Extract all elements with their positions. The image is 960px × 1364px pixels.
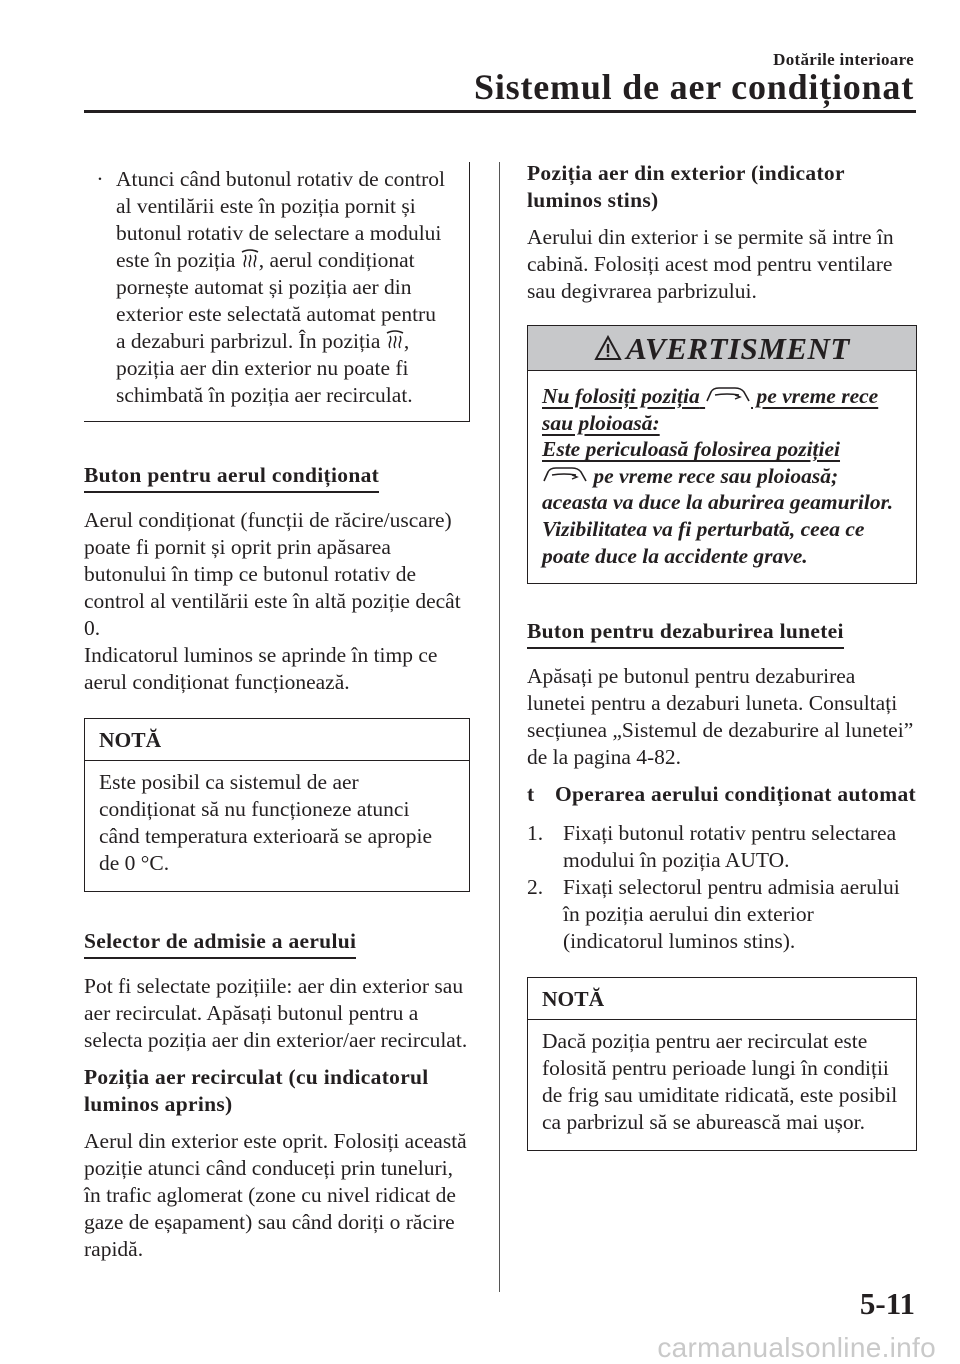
outside-air-icon [542,463,588,485]
bullet-line-text: este în poziția [116,248,236,272]
note-title: NOTĂ [85,719,469,761]
step-number: 2. [527,875,544,900]
warning-body [528,371,916,583]
warning-line [542,463,902,569]
air-intake-heading: Selector de admisie a aerului [84,928,356,959]
bullet-line: schimbată în poziția aer recirculat. [116,383,413,407]
left-column [84,160,470,1263]
step-text: Fixați selectorul pentru admisia aerului în poziția aerului din exterior (indicatorul luminos stins). [563,875,900,954]
step-text: Fixați butonul rotativ pentru selectarea modului în poziția AUTO. [563,821,897,873]
list-item [527,820,917,874]
bullet-line-text: a dezaburi parbrizul. În poziția [116,329,381,353]
section-marker: t [527,782,535,807]
recirculate-paragraph: Aerul din exterior este oprit. Folosiți această poziție atunci când conduceți prin tuneluri, în trafic aglomerat (zone cu nivel ridicat de gaze de eșapament) sau când doriți o răcire rapidă. [84,1129,467,1261]
bullet-line [116,328,455,355]
column-divider [499,162,500,1292]
warning-box [527,325,917,584]
outside-air-paragraph: Aerului din exterior i se permite să intre în cabină. Folosiți acest mod pentru ventilare sau degivrarea parbrizului. [527,225,894,303]
bullet-line: pornește automat și poziția aer din [116,275,412,299]
bullet-mark: · [96,167,104,191]
bullet-text [116,166,455,409]
warning-lead [542,383,902,436]
note-box [84,718,470,892]
bullet-line-text: , [403,329,410,353]
warning-title: AVERTISMENT [626,330,850,366]
defrost-bullet-box [84,162,470,422]
right-column [527,160,917,1151]
ac-indicator-paragraph: Indicatorul luminos se aprinde în timp ce aerul condiționat funcționează. [84,643,438,694]
warning-text: pe vreme rece sau ploioasă; aceasta va duce la aburirea geamurilor. Vizibilitatea va fi perturbată, ceea ce poate duce la accidente grave. [542,463,894,568]
bullet-line: al ventilării este în poziția pornit și [116,194,416,218]
recirculate-heading: Poziția aer recirculat (cu indicatorul luminos aprins) [84,1065,429,1116]
note-title: NOTĂ [528,978,916,1020]
note-box [527,977,917,1151]
bullet-item [84,166,455,409]
auto-ac-heading: Operarea aerului condiționat automat [555,782,916,807]
warning-text: Nu folosiți poziția [542,384,700,408]
warning-line: Este periculoasă folosirea poziției [542,437,841,462]
warning-text: pe vreme rece sau ploioasă: [542,384,879,435]
warning-header [528,326,916,371]
ac-button-paragraph: Aerul condiționat (funcții de răcire/uscare) poate fi pornit și oprit prin apăsarea butonului în timp ce butonul rotativ de control al ventilării este în altă poziție decât 0. [84,508,461,640]
note-body: Este posibil ca sistemul de aer condiționat să nu funcționeze atunci când temperatura exterioară se apropie de 0 °C. [99,770,433,875]
auto-ac-steps [527,820,917,955]
header-rule [84,110,916,113]
section-label: Dotările interioare [773,50,914,69]
watermark: carmanualsonline.info [657,1332,936,1363]
step-number: 1. [527,821,544,846]
bullet-line: butonul rotativ de selectare a modului [116,221,442,245]
list-item [527,874,917,955]
bullet-line: poziția aer din exterior nu poate fi [116,356,409,380]
page-number: 5-11 [859,1286,915,1321]
rear-defog-paragraph: Apăsați pe butonul pentru dezaburirea lunetei pentru a dezaburi luneta. Consultați secțiunea „Sistemul de dezaburire al lunetei” de la pagina 4-82. [527,664,914,770]
page-title: Sistemul de aer condiționat [474,67,914,107]
bullet-line-text: , aerul condiționat [258,248,415,272]
air-intake-paragraph: Pot fi selectate pozițiile: aer din exterior sau aer recirculat. Apăsați butonul pentru a selecta poziția aer din exterior/aer recirculat. [84,974,468,1052]
bullet-line [116,247,455,274]
warning-triangle-icon [594,335,622,361]
windshield-defroster-icon [386,330,404,350]
outside-air-icon [705,383,751,405]
windshield-defroster-icon [241,249,259,269]
bullet-line: Atunci când butonul rotativ de control [116,167,445,191]
outside-air-heading: Poziția aer din exterior (indicator luminos stins) [527,161,845,212]
note-body: Dacă poziția pentru aer recirculat este folosită pentru perioade lungi în condiții de frig sau umiditate ridicată, este posibil ca parbrizul să se aburească mai ușor. [542,1029,898,1135]
ac-button-heading: Buton pentru aerul condiționat [84,462,379,493]
bullet-line: exterior este selectată automat pentru [116,302,436,326]
rear-defog-heading: Buton pentru dezaburirea lunetei [527,618,844,649]
auto-ac-heading-row [527,781,917,808]
